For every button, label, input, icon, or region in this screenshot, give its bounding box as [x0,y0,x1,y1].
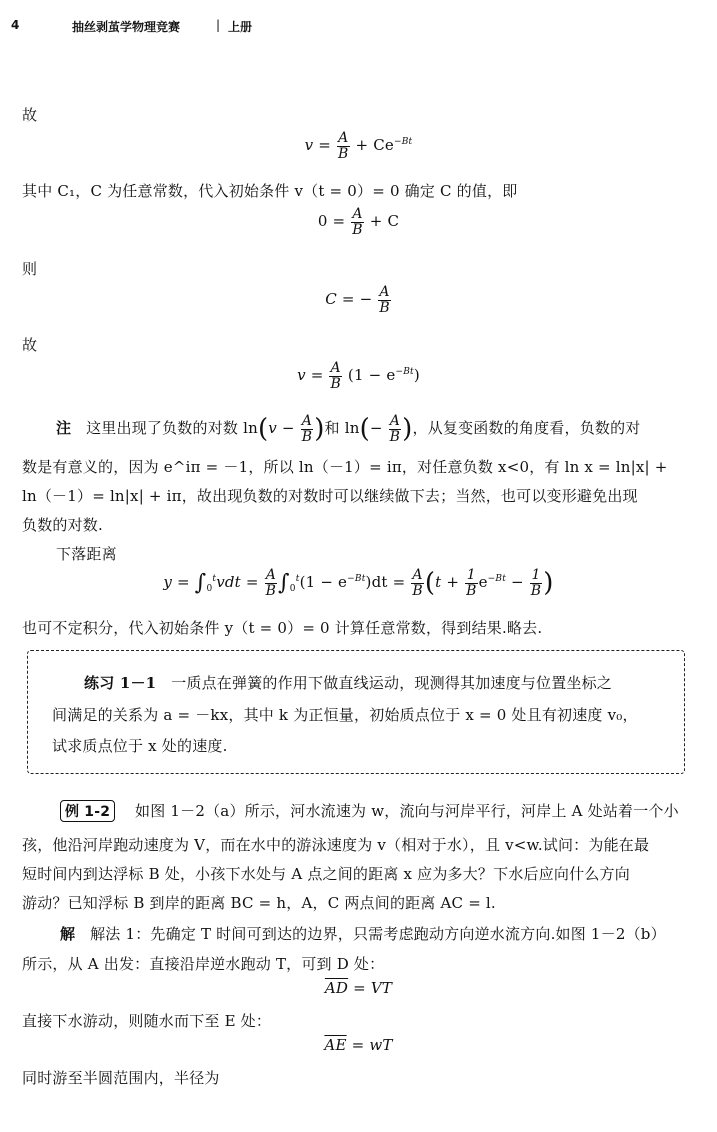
exercise-line-3: 试求质点位于 x 处的速度. [52,737,228,755]
solution-line-3: 直接下水游动，则随水而下至 E 处： [22,1012,272,1030]
eq-v1-exp: −Bt [393,137,413,148]
book-title: 抽丝剥茧学物理竞赛 [72,20,181,34]
note-line-2: 数是有意义的，因为 e^iπ = －1，所以 ln（－1）= iπ，对任意负数 x<0，有 ln x = ln|x| + [22,458,668,476]
exercise-title: 练习 1－1 [84,674,157,692]
solution-line-4: 同时游至半圆范围内，半径为 [22,1069,220,1087]
eq-v1-lhs: v = [304,136,332,155]
equation-c: C = − $\frac{A}{B}$ [325,284,390,316]
example-line-3: 短时间内到达浮标 B 处，小孩下水处与 A 点之间的距离 x 应为多大？下水后应向什么方向 [22,865,630,883]
header-separator: | [216,18,221,32]
text-gu-1: 故 [22,106,38,124]
exercise-line-1: 练习 1－1 一质点在弹簧的作用下做直线运动，现测得其加速度与位置坐标之 [84,674,613,692]
equation-v-general [0,131,717,161]
fraction-a-over-b: $\frac{A}{B}$ [379,284,390,316]
fraction-a-over-b: $\frac{A}{B}$ [338,130,349,162]
solution-line-1: 解 解法 1：先确定 T 时间可到达的边界，只需考虑跑动方向逆水流方向.如图 1－2（b） [60,925,666,943]
text-after-integral: 也可不定积分，代入初始条件 y（t = 0）= 0 计算任意常数，得到结果.略去. [22,619,543,637]
equation-v-final: v = $\frac{A}{B}$ $(1 - e^{-Bt})$ [297,360,420,392]
equation-integral: $y = \int_0^tvdt$ = $\frac{A}{B}$ $\int_0^t(1 - e^{-Bt})dt$ = $\frac{A}{B}$ (t + $\frac{1}{B}$ $e^{-Bt}$ − $\frac{1}{B}$ ) [163,567,554,599]
equation-zero: 0 = $\frac{A}{B}$ + C [317,206,400,238]
example-line-2: 孩，他沿河岸跑动速度为 V，而在水中的游泳速度为 v（相对于水），且 v<w.试问：为能在最 [22,836,650,854]
example-line-1: 例 1-2 如图 1－2（a）所示，河水流速为 w，流向与河岸平行，河岸上 A 处站着一个小 [60,800,679,822]
text-gu-2: 故 [22,336,38,354]
text-xialuo: 下落距离 [56,545,117,563]
equation-ad: $\overline{AD}$ = VT [324,979,393,997]
example-badge: 例 1-2 [60,800,115,822]
solution-line-2: 所示，从 A 出发：直接沿岸逆水跑动 T，可到 D 处： [22,955,385,973]
eq-v1-rhs: + Ce [355,136,394,155]
equation-ae: $\overline{AE}$ = wT [324,1036,393,1054]
fraction-a-over-b: $\frac{A}{B}$ [352,206,363,238]
note-line-4: 负数的对数. [22,516,103,534]
volume-label: 上册 [228,20,253,34]
text-ze: 则 [22,260,38,278]
note-line-3: ln（－1）= ln|x| + iπ，故出现负数的对数时可以继续做下去；当然，也可以变形避免出现 [22,487,638,505]
fraction-a-over-b: $\frac{A}{B}$ [330,360,341,392]
page-number: 4 [11,18,20,32]
solution-label: 解 [60,925,76,943]
example-line-4: 游动？已知浮标 B 到岸的距离 BC = h，A，C 两点间的距离 AC = l. [22,894,496,912]
note-label: 注 [56,419,72,438]
text-qizhong: 其中 C₁，C 为任意常数，代入初始条件 v（t = 0）= 0 确定 C 的值，即 [22,182,518,200]
note-line-1: 注 这里出现了负数的对数 ln(v − $\frac{A}{B}$ )和 ln(− $\frac{A}{B}$ )，从复变函数的角度看，负数的对 [56,413,641,445]
exercise-line-2: 间满足的关系为 a = －kx，其中 k 为正恒量，初始质点位于 x = 0 处且有初速度 v₀， [52,706,638,724]
